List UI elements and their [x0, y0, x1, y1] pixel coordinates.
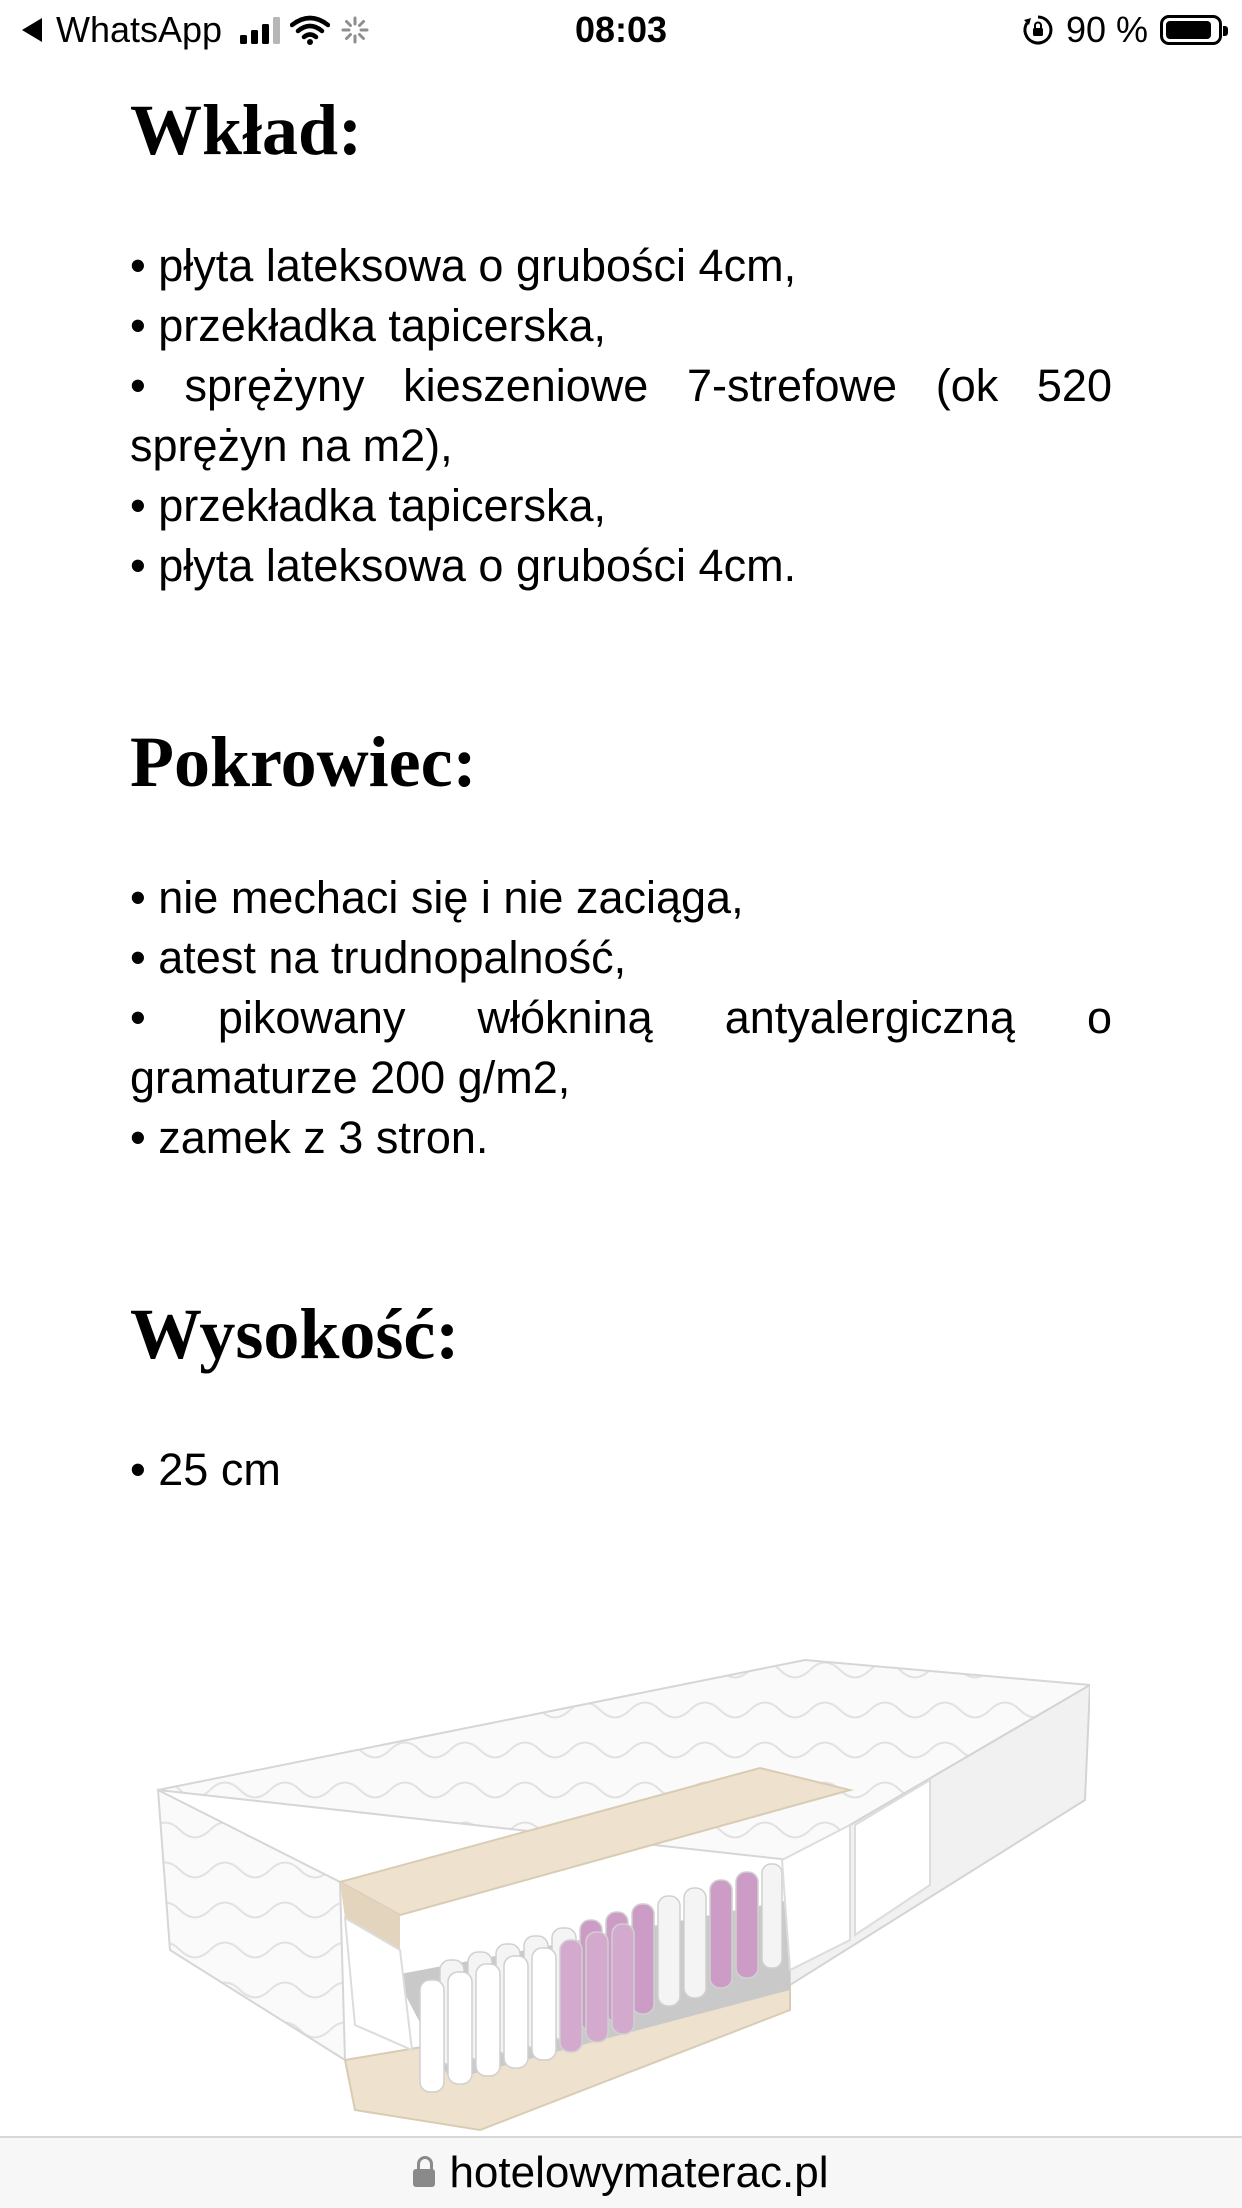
list-item: • 25 cm — [130, 1440, 1112, 1500]
battery-icon — [1160, 15, 1222, 45]
mattress-side-cover — [158, 1790, 345, 2060]
list-item: • nie mechaci się i nie zaciąga, — [130, 868, 1112, 928]
battery-percentage: 90 % — [1065, 9, 1148, 50]
list-item: • przekładka tapicerska, — [130, 296, 1112, 356]
list-item: • atest na trudnopalność, — [130, 928, 1112, 988]
list-item: • pikowany włókniną antyalergiczną o gramaturze 200 g/m2, — [130, 988, 1112, 1108]
section-title-wklad: Wkład: — [130, 90, 363, 170]
back-app-label: WhatsApp — [56, 9, 223, 50]
list-item: • płyta lateksowa o grubości 4cm, — [130, 236, 1112, 296]
address-bar[interactable] — [0, 2136, 1242, 2208]
clock: 08:03 — [574, 9, 668, 50]
section-title-wysokosc: Wysokość: — [130, 1294, 460, 1374]
lock-icon — [413, 2169, 435, 2187]
list-item: • sprężyny kieszeniowe 7-strefowe (ok 520 sprężyn na m2), — [130, 356, 1112, 476]
mattress-cross-section-image — [150, 1650, 1090, 2140]
pokrowiec-list — [130, 868, 1112, 1168]
list-item: • płyta lateksowa o grubości 4cm. — [130, 536, 1112, 596]
url-domain: hotelowymaterac.pl — [449, 2148, 829, 2197]
status-right — [1022, 8, 1222, 52]
list-item: • przekładka tapicerska, — [130, 476, 1112, 536]
wysokosc-list — [130, 1440, 1112, 1500]
list-item: • zamek z 3 stron. — [130, 1108, 1112, 1168]
wklad-list — [130, 236, 1112, 596]
status-bar — [0, 0, 1242, 62]
section-title-pokrowiec: Pokrowiec: — [130, 722, 477, 802]
orientation-lock-icon — [1022, 14, 1054, 46]
